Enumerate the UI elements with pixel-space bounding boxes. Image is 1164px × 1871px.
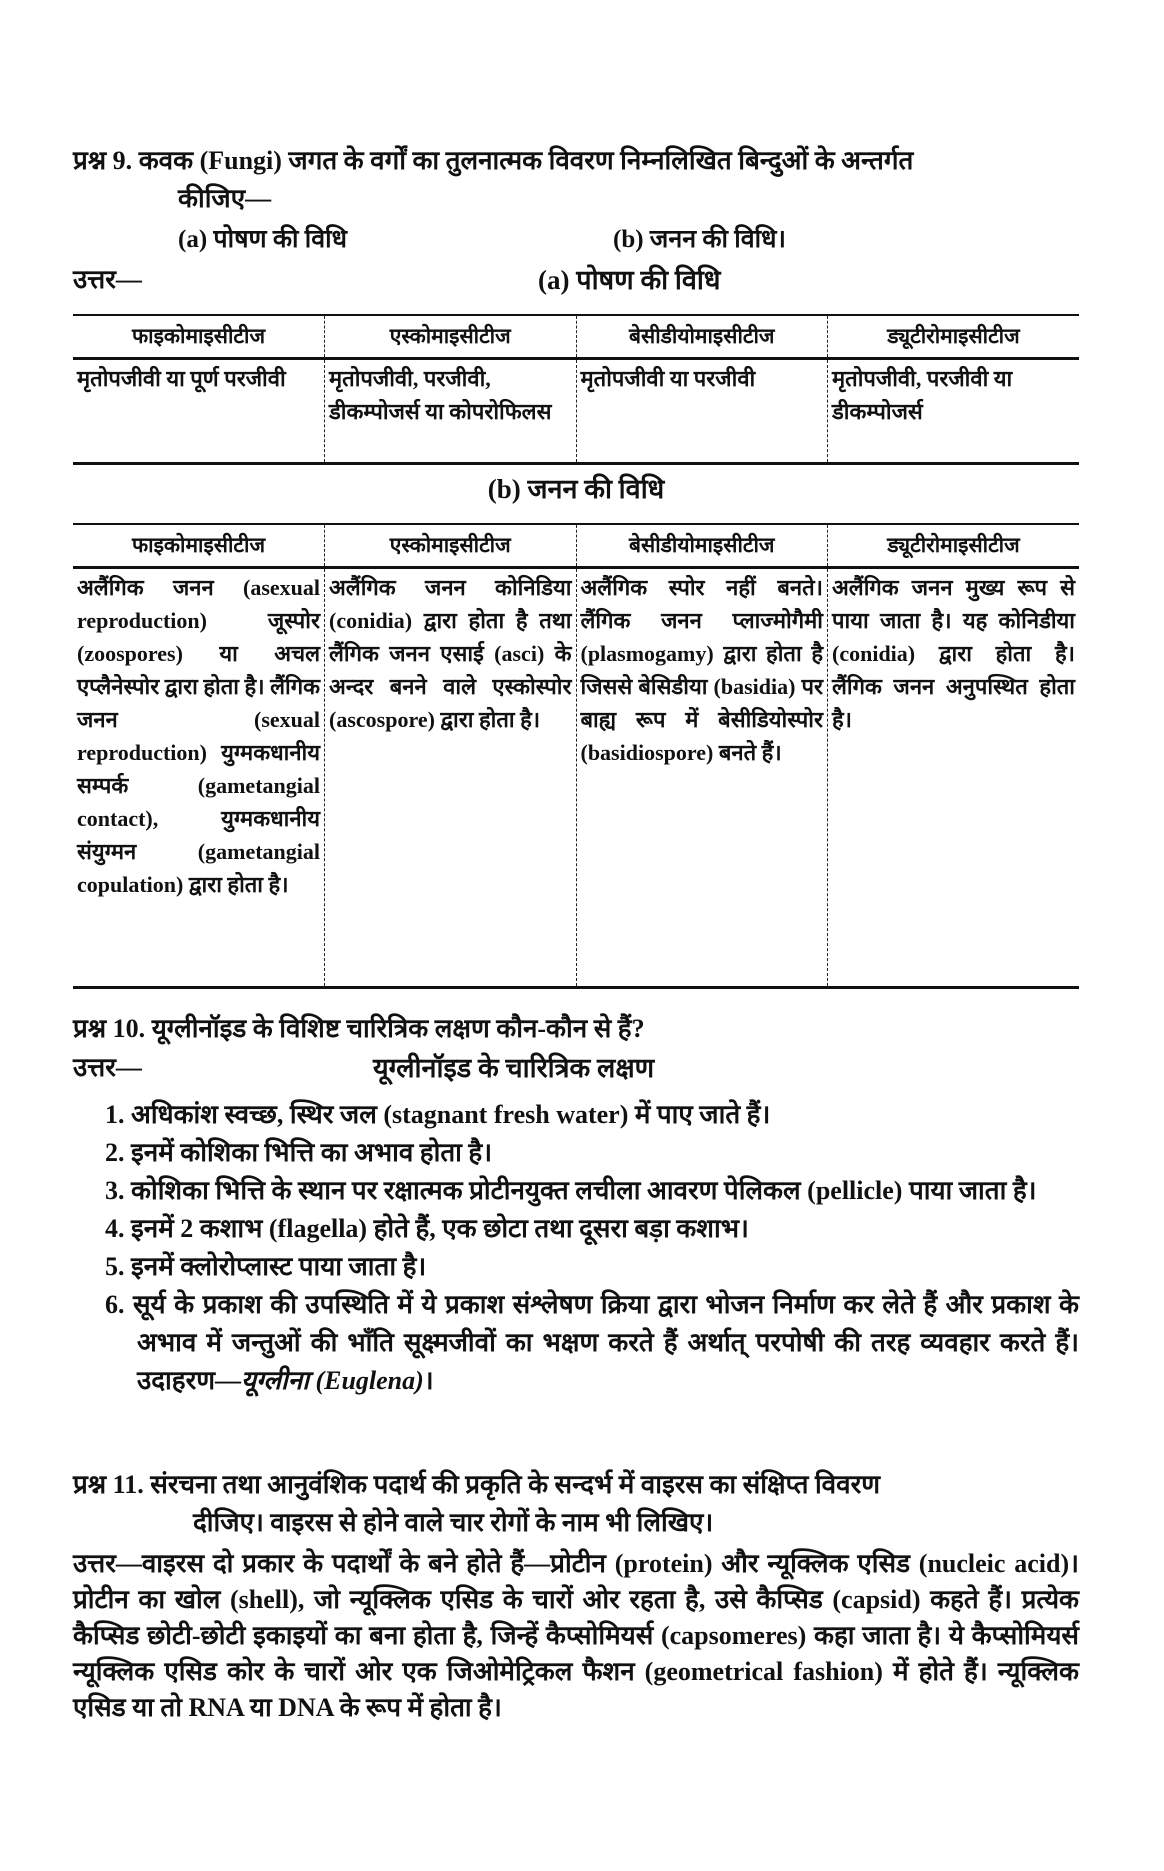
question-text-cont: दीजिए। वाइरस से होने वाले चार रोगों के नाम भी लिखिए। [193, 1508, 714, 1537]
table-cell: मृतोपजीवी या पूर्ण परजीवी [73, 359, 325, 464]
col-header: एस्कोमाइसीटीज [325, 524, 577, 568]
answer-paragraph: उत्तर—वाइरस दो प्रकार के पदार्थों के बने होते हैं—प्रोटीन (protein) और न्यूक्लिक एसिड (nucleic acid)। प्रोटीन का खोल (shell), जो न्यूक्लिक एसिड के चारों ओर रहता है, उसे कैप्सिड (capsid) कहते हैं। प्रत्येक कैप्सिड छोटी-छोटी इकाइयों का बना होता है, जिन्हें कैप्सोमियर्स (capsomeres) कहा जाता है। ये कैप्सोमियर्स न्यूक्लिक एसिड कोर के चारों ओर एक जिओमेट्रिकल फैशन (geometrical fashion) में होते हैं। न्यूक्लिक एसिड या तो RNA या DNA के रूप में होता है। [73, 1549, 1079, 1722]
col-header: फाइकोमाइसीटीज [73, 524, 325, 568]
answer-header [73, 262, 1079, 298]
col-header: फाइकोमाइसीटीज [73, 315, 325, 359]
question-label: प्रश्न 10. [73, 1014, 146, 1043]
example-end: । [423, 1366, 434, 1395]
question-text: संरचना तथा आनुवंशिक पदार्थ की प्रकृति के सन्दर्भ में वाइरस का संक्षिप्त विवरण [150, 1470, 881, 1499]
col-header: बेसीडीयोमाइसीटीज [576, 524, 828, 568]
example-text: यूग्लीना (Euglena) [241, 1366, 424, 1395]
question-10 [73, 1010, 1079, 1048]
list-item: 1. अधिकांश स्वच्छ, स्थिर जल (stagnant fresh water) में पाए जाते हैं। [105, 1100, 771, 1129]
table-cell: मृतोपजीवी या परजीवी [576, 359, 828, 464]
table-cell: अलैंगिक जनन (asexual reproduction) जूस्पोर (zoospores) या अचल एप्लैनेस्पोर द्वारा होता है। लैंगिक जनन (sexual reproduction) युग्मकधानीय सम्पर्क (gametangial contact), युग्मकधानीय संयुग्मन (gametangial copulation) द्वारा होता है। [73, 568, 325, 988]
table-cell: अलैंगिक स्पोर नहीं बनते। लैंगिक जनन प्लाज्मोगैमी (plasmogamy) द्वारा होता है जिससे बेसिडीया (basidia) पर बाह्य रूप में बेसीडियोस्पोर (basidiospore) बनते हैं। [576, 568, 828, 988]
answer-title: यूग्लीनॉइड के चारित्रिक लक्षण [373, 1053, 655, 1083]
list-item: 4. इनमें 2 कशाभ (flagella) होते हैं, एक छोटा तथा दूसरा बड़ा कशाभ। [105, 1214, 749, 1243]
question-label: प्रश्न 9. [73, 146, 133, 175]
answer-label: उत्तर— [73, 265, 142, 294]
list-item [89, 1286, 1079, 1400]
question-text: यूग्लीनॉइड के विशिष्ट चारित्रिक लक्षण कौन-कौन से हैं? [151, 1014, 645, 1043]
col-header: एस्कोमाइसीटीज [325, 315, 577, 359]
table-cell: मृतोपजीवी, परजीवी या डीकम्पोजर्स [828, 359, 1080, 464]
reproduction-table [73, 523, 1079, 989]
table-a-title: (a) पोषण की विधि [538, 265, 721, 295]
characteristics-list [73, 1096, 1079, 1400]
question-label: प्रश्न 11. [73, 1470, 144, 1499]
question-11 [73, 1466, 1079, 1542]
col-header: बेसीडीयोमाइसीटीज [576, 315, 828, 359]
answer-label: उत्तर— [73, 1053, 142, 1082]
question-9-points [73, 222, 1164, 258]
col-header: ड्यूटीरोमाइसीटीज [828, 315, 1080, 359]
col-header: ड्यूटीरोमाइसीटीज [828, 524, 1080, 568]
list-item: 5. इनमें क्लोरोप्लास्ट पाया जाता है। [105, 1252, 427, 1281]
answer-header [73, 1050, 1079, 1086]
question-text: कवक (Fungi) जगत के वर्गों का तुलनात्मक विवरण निम्नलिखित बिन्दुओं के अन्तर्गत [138, 146, 914, 175]
question-9 [73, 142, 1079, 218]
table-b-title: (b) जनन की विधि [487, 474, 665, 504]
table-cell: अलैंगिक जनन कोनिडिया (conidia) द्वारा होता है तथा लैंगिक जनन एसाई (asci) के अन्दर बनने वाले एस्कोस्पोर (ascospore) द्वारा होता है। [325, 568, 577, 988]
list-item: 3. कोशिका भित्ति के स्थान पर रक्षात्मक प्रोटीनयुक्त लचीला आवरण पेलिकल (pellicle) पाया जाता है। [105, 1176, 1037, 1205]
table-cell: मृतोपजीवी, परजीवी, डीकम्पोजर्स या कोपरोफिलस [325, 359, 577, 464]
point-a: (a) पोषण की विधि [178, 226, 348, 253]
table-cell: अलैंगिक जनन मुख्य रूप से पाया जाता है। यह कोनिडीया (conidia) द्वारा होता है। लैंगिक जनन अनुपस्थित होता है। [828, 568, 1080, 988]
point-b: (b) जनन की विधि। [613, 226, 786, 253]
nutrition-table [73, 314, 1079, 465]
question-text-cont: कीजिए— [178, 184, 272, 213]
list-item-text: 6. सूर्य के प्रकाश की उपस्थिति में ये प्रकाश संश्लेषण क्रिया द्वारा भोजन निर्माण कर लेते हैं और प्रकाश के अभाव में जन्तुओं की भाँति सूक्ष्मजीवों का भक्षण करते हैं अर्थात् परपोषी की तरह व्यवहार करते हैं। उदाहरण— [105, 1290, 1079, 1395]
list-item: 2. इनमें कोशिका भित्ति का अभाव होता है। [105, 1138, 493, 1167]
